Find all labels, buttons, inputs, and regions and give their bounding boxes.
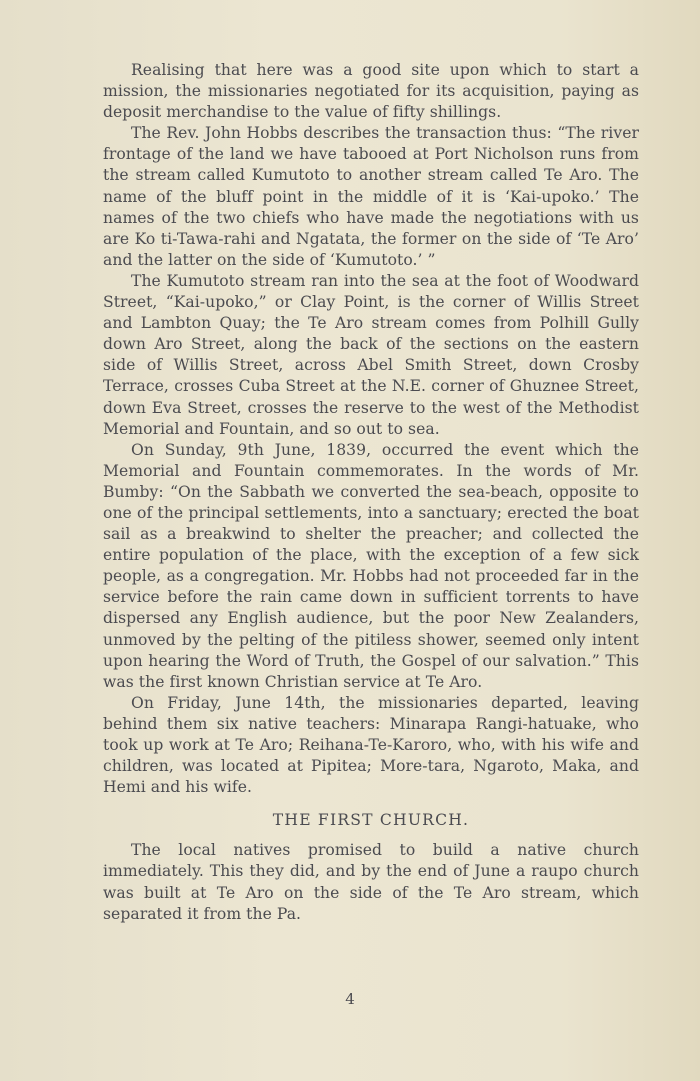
paragraph-first-service: On Sunday, 9th June, 1839, occurred the event which the Memorial and Fountain commemorates. In the words of Mr. Bumby: “On the Sabbath we converted the sea-beach, opposite to one of the principal settlements, into a sanctuary; erected the boat sail as a breakwind to shelter the preacher; and collected the entire population of the place, with the exception of a few sick people, as a congregation. Mr. Hobbs had not proceeded far in the service before the rain came down in sufficient torrents to have dispersed any English audience, but the poor New Zealanders, unmoved by the pelting of the pitiless shower, seemed only intent upon hearing the Word of Truth, the Gospel of our salvation.” This was the first known Christian service at Te Aro. [103,440,639,691]
paragraph-first-church: The local natives promised to build a native church immediately. This they did, and by the end of June a raupo church was built at Te Aro on the side of the Te Aro stream, which separated it from the Pa. [103,841,639,923]
section-heading: THE FIRST CHURCH. [272,811,470,830]
paragraph-native-teachers: On Friday, June 14th, the missionaries departed, leaving behind them six native teachers: Minarapa Rangi-hatuake, who took up work at Te Aro; Reihana-Te-Karoro, who, with his wife and children, was located at Pipitea; More-tara, Ngaroto, Maka, and Hemi and his wife. [103,693,639,797]
paragraph-site-acquisition: Realising that here was a good site upon which to start a mission, the missionaries negotiated for its acquisition, paying as deposit merchandise to the value of fifty shillings. [103,61,639,122]
page-number: 4 [345,990,355,1008]
document-page [103,60,639,925]
paragraph-hobbs-transaction: The Rev. John Hobbs describes the transaction thus: “The river frontage of the land we have tabooed at Port Nicholson runs from the stream called Kumutoto to another stream called Te Aro. The name of the bluff point in the middle of it is ‘Kai-upoko.’ The names of the two chiefs who have made the negotiations with us are Ko ti-Tawa-rahi and Ngatata, the former on the side of ‘Te Aro’ and the latter on the side of ‘Kumutoto.’ ” [103,124,639,269]
paragraph-stream-locations: The Kumutoto stream ran into the sea at the foot of Woodward Street, “Kai-upoko,” or Clay Point, is the corner of Willis Street and Lambton Quay; the Te Aro stream comes from Polhill Gully down Aro Street, along the back of the sections on the eastern side of Willis Street, across Abel Smith Street, down Crosby Terrace, crosses Cuba Street at the N.E. corner of Ghuznee Street, down Eva Street, crosses the reserve to the west of the Methodist Memorial and Fountain, and so out to sea. [103,271,639,438]
